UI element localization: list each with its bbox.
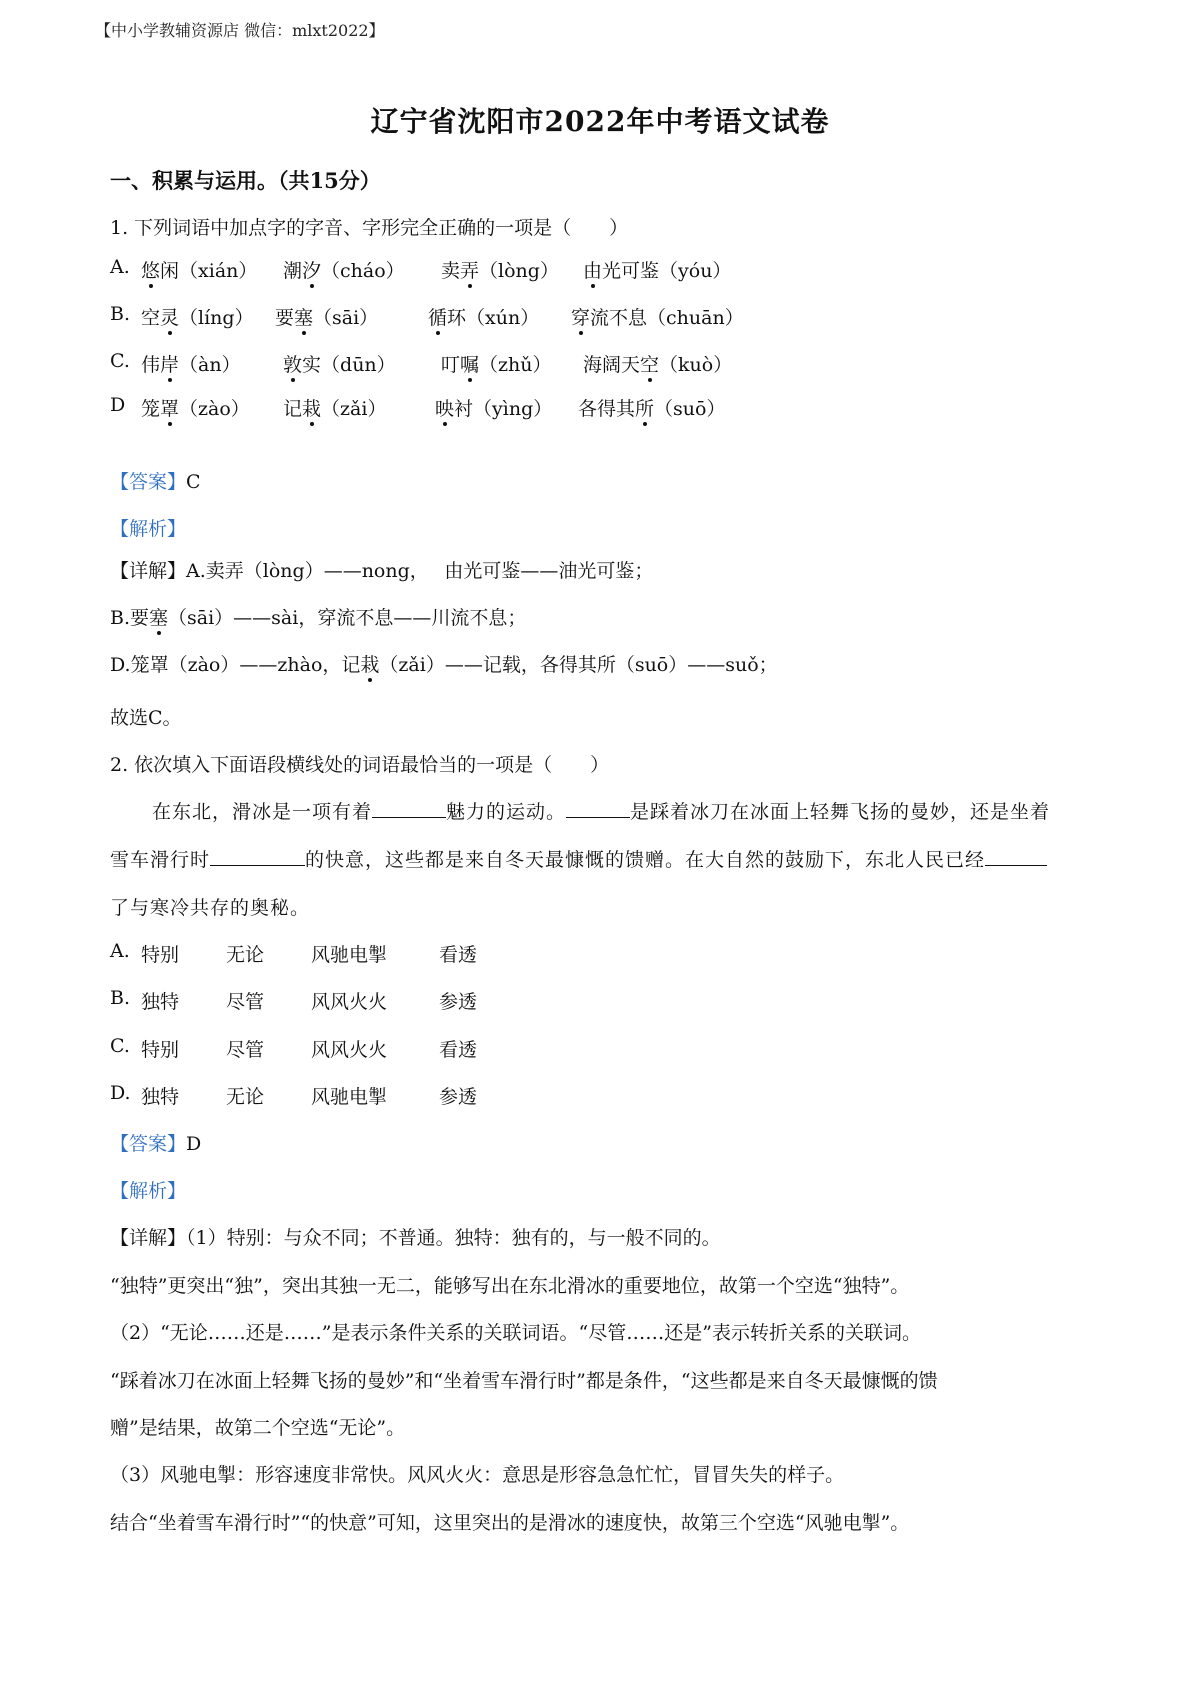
word-2: 潮汐（cháo） [283, 256, 405, 283]
q1-conclusion: 故选C。 [110, 707, 182, 729]
word-2: 要塞（sāi） [275, 303, 378, 330]
word-1: 笼罩（zào） [141, 394, 250, 421]
q2-detail-2: “独特”更突出“独”，突出其独一无二，能够写出在东北滑冰的重要地位，故第一个空选“独特”。 [110, 1275, 910, 1297]
q2-passage-line-1: 在东北，滑冰是一项有着 魅力的运动。 是踩着冰刀在冰面上轻舞飞扬的曼妙，还是坐着 [152, 801, 1051, 823]
option-label: D [110, 394, 126, 416]
word-3: 叮嘱（zhǔ） [441, 350, 552, 377]
blank-4 [985, 849, 1047, 866]
q1-detail-2: B.要塞（sāi）——sài，穿流不息——川流不息； [110, 603, 526, 630]
q1-stem: 1. 下列词语中加点字的字音、字形完全正确的一项是（ ） [110, 217, 629, 239]
exam-page: 【中小学教辅资源店 微信：mlxt2022】 辽宁省沈阳市2022年中考语文试卷 一、积累与运用。（共15分） 1. 下列词语中加点字的字音、字形完全正确的一项是（ ） A. 悠闲（xián） 潮汐（cháo） 卖弄（lòng） 由光可鉴（yóu） B. 空灵（líng） 要塞（sāi） 循环（xún） 穿流不息（chuān） C. 伟岸（àn） 敦实（dūn） 叮嘱（zhǔ） 海阔天空（kuò） D 笼罩（zào） 记栽（zǎi） 映衬（yìng） 各得其所（suō） 【答案】C 【解析】 【详解】A.卖弄（lòng）——nong， 由光可鉴——油光可鉴； B.要塞（sāi）——sài，穿流不息——川流不息； D.笼罩（zào）——zhào，记栽（zǎi）——记载，各得其所（suō）——suǒ； 故选C。 2. 依次填入下面语段横线处的词语最恰当的一项是（ ） 在东北，滑冰是一项有着 魅力的运动。 是踩着冰刀在冰面上轻舞飞扬的曼妙，还是坐着 雪车滑行时 的快意，这些都是来自冬天最慷慨的馈赠。在大自然的鼓励下，东北人民已经 了与寒冷共存的奥秘。 A. 特别 无论 风驰电掣 看透 B. 独特 尽管 风风火火 参透 C. 特别 尽管 风风火火 看透 D. 独特 无论 风驰电掣 参透 【答案】D 【解析】 【详解】（1）特别：与众不同；不普通。独特：独有的，与一般不同的。 “独特”更突出“独”，突出其独一无二，能够写出在东北滑冰的重要地位，故第一个空选“独特”。 （2）“无论……还是……”是表示条件关系的关联词语。“尽管……还是”表示转折关系的关联词。 “踩着冰刀在冰面上轻舞飞扬的曼妙”和“坐着雪车滑行时”都是条件，“这些都是来自冬天最慷慨的馈 赠”是结果，故第二个空选“无论”。 （3）风驰电掣：形容速度非常快。风风火火：意思是形容急急忙忙，冒冒失失的样子。 结合“坐着雪车滑行时”“的快意”可知，这里突出的是滑冰的速度快，故第三个空选“风驰电掣”。 [0, 0, 1200, 1698]
word-2: 敦实（dūn） [283, 350, 396, 377]
word-1: 空灵（líng） [141, 303, 254, 330]
q2-passage-line-3: 了与寒冷共存的奥秘。 [110, 897, 311, 919]
q2-answer [110, 1129, 201, 1156]
word-4: 各得其所（suō） [578, 394, 725, 421]
q2-detail-7: 结合“坐着雪车滑行时”“的快意”可知，这里突出的是滑冰的速度快，故第三个空选“风驰电掣”。 [110, 1512, 910, 1534]
answer-tag: 【答案】 [110, 1133, 187, 1155]
header-note: 【中小学教辅资源店 微信：mlxt2022】 [95, 21, 385, 40]
answer-tag: 【答案】 [110, 471, 187, 493]
word-1: 悠闲（xián） [141, 256, 257, 283]
q1-detail-3: D.笼罩（zào）——zhào，记栽（zǎi）——记载，各得其所（suō）——suǒ； [110, 650, 778, 677]
q2-passage-line-2: 雪车滑行时 的快意，这些都是来自冬天最慷慨的馈赠。在大自然的鼓励下，东北人民已经 [110, 845, 1047, 872]
blank-2 [566, 801, 630, 818]
word-2: 记栽（zǎi） [283, 394, 386, 421]
word-3: 卖弄（lòng） [441, 256, 559, 283]
option-label: B. [110, 303, 131, 325]
blank-3 [210, 849, 305, 866]
page-title: 辽宁省沈阳市2022年中考语文试卷 [370, 105, 830, 138]
word-3: 映衬（yìng） [435, 394, 552, 421]
q2-detail-6: （3）风驰电掣：形容速度非常快。风风火火：意思是形容急急忙忙，冒冒失失的样子。 [110, 1464, 845, 1486]
word-4: 穿流不息（chuān） [571, 303, 744, 330]
option-label: C. [110, 350, 130, 372]
q1-analysis-tag: 【解析】 [110, 518, 187, 540]
word-4: 由光可鉴（yóu） [583, 256, 731, 283]
word-4: 海阔天空（kuò） [583, 350, 732, 377]
q2-analysis-tag: 【解析】 [110, 1180, 187, 1202]
q2-detail-5: 赠”是结果，故第二个空选“无论”。 [110, 1417, 406, 1439]
q2-detail-3: （2）“无论……还是……”是表示条件关系的关联词语。“尽管……还是”表示转折关系的关联词。 [110, 1322, 921, 1344]
q1-detail-1: 【详解】A.卖弄（lòng）——nong， 由光可鉴——油光可鉴； [110, 560, 654, 582]
word-1: 伟岸（àn） [141, 350, 241, 377]
answer-value: C [186, 471, 201, 493]
section-heading: 一、积累与运用。（共15分） [110, 168, 381, 193]
q1-answer [110, 467, 201, 494]
q2-stem: 2. 依次填入下面语段横线处的词语最恰当的一项是（ ） [110, 754, 610, 776]
q2-detail-4: “踩着冰刀在冰面上轻舞飞扬的曼妙”和“坐着雪车滑行时”都是条件，“这些都是来自冬天最慷慨的馈 [110, 1370, 938, 1392]
blank-1 [372, 801, 446, 818]
word-3: 循环（xún） [428, 303, 539, 330]
q2-detail-1: 【详解】（1）特别：与众不同；不普通。独特：独有的，与一般不同的。 [110, 1227, 721, 1249]
answer-value: D [186, 1133, 202, 1155]
option-label: A. [110, 256, 130, 278]
